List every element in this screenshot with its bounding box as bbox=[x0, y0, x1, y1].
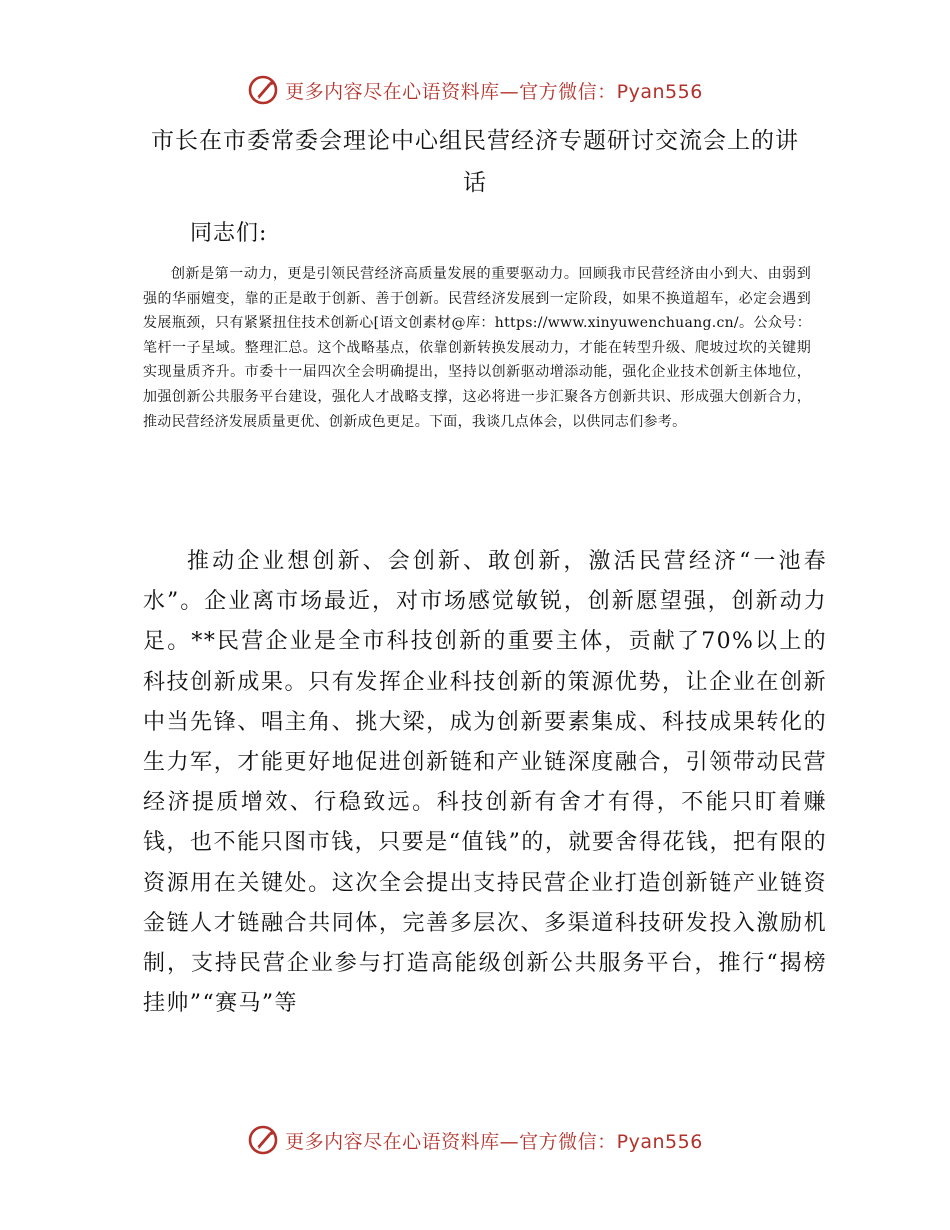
banner-brand-text: 更多内容尽在心语资料库 bbox=[285, 1130, 500, 1153]
banner-separator: — bbox=[499, 1130, 520, 1153]
banner-brand-text: 更多内容尽在心语资料库 bbox=[285, 80, 500, 103]
banner-wechat-text: 官方微信：Pyan556 bbox=[519, 1130, 703, 1153]
banner-separator: — bbox=[499, 80, 520, 103]
paragraph-body: 推动企业想创新、会创新、敢创新，激活民营经济“一池春水”。企业离市场最近，对市场感觉敏锐，创新愿望强，创新动力足。**民营企业是全市科技创新的重要主体，贡献了70%以上的科技创新成果。只有发挥企业科技创新的策源优势，让企业在创新中当先锋、唱主角、挑大梁，成为创新要素集成、科技成果转化的生力军，才能更好地促进创新链和产业链深度融合，引领带动民营经济提质增效、行稳致远。科技创新有舍才有得，不能只盯着赚钱，也不能只图市钱，只要是“值钱”的，就要舍得花钱，把有限的资源用在关键处。这次全会提出支持民营企业打造创新链产业链资金链人才链融合共同体，完善多层次、多渠道科技研发投入激励机制，支持民营企业参与打造高能级创新公共服务平台，推行“揭榜挂帅”“赛马”等 bbox=[143, 549, 827, 1017]
quill-logo-icon bbox=[247, 74, 279, 106]
footer-banner bbox=[0, 1120, 950, 1160]
banner-wechat-text: 官方微信：Pyan556 bbox=[519, 80, 703, 103]
header-banner bbox=[0, 70, 950, 110]
paragraph-intro: 创新是第一动力，更是引领民营经济高质量发展的重要驱动力。回顾我市民营经济由小到大、由弱到强的华丽嬗变，靠的正是敢于创新、善于创新。民营经济发展到一定阶段，如果不换道超车，必定会遇到发展瓶颈，只有紧紧扭住技术创新心[语文创素材@库：https://www.xinyuwenchuang.cn/。公众号：笔杆一子星域。整理汇总。这个战略基点，依靠创新转换发展动力，才能在转型升级、爬坡过坎的关键期实现量质齐升。市委十一届四次全会明确提出，坚持以创新驱动增添动能，强化企业技术创新主体地位，加强创新公共服务平台建设，强化人才战略支撑，这必将进一步汇聚各方创新共识、形成强大创新合力，推动民营经济发展质量更优、创新成色更足。下面，我谈几点体会，以供同志们参考。 bbox=[143, 266, 811, 430]
quill-logo-icon bbox=[247, 1124, 279, 1156]
banner-text bbox=[285, 1127, 703, 1154]
salutation: 同志们: bbox=[190, 221, 268, 246]
banner-text bbox=[285, 77, 703, 104]
document-title: 市长在市委常委会理论中心组民营经济专题研讨交流会上的讲话 bbox=[151, 128, 799, 196]
